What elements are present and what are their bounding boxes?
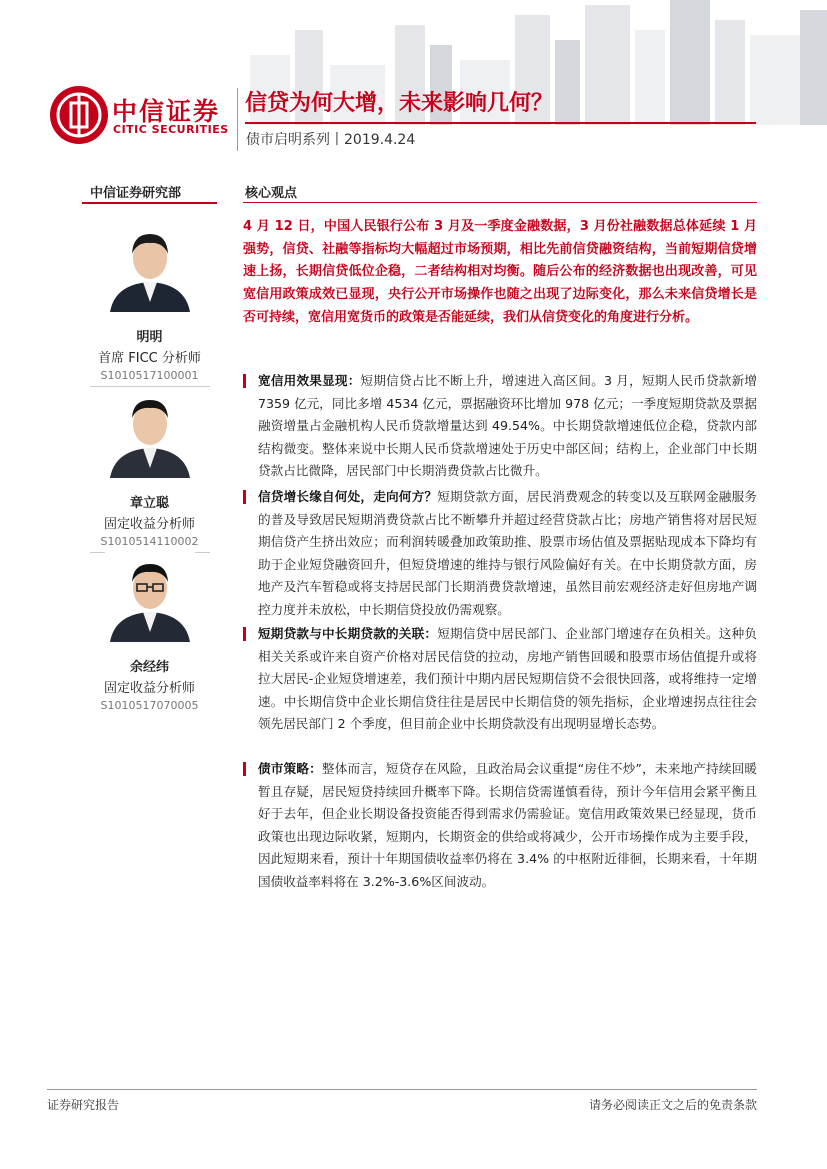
avatar — [105, 388, 195, 478]
bullet-point — [243, 370, 757, 483]
bullet-point — [243, 486, 757, 622]
title-rule — [245, 122, 756, 124]
footer-disclaimer-note: 请务必阅读正文之后的免责条款 — [588, 1098, 757, 1112]
bullet-lead: 短期贷款与中长期贷款的关联： — [258, 626, 438, 641]
analyst-name: 章立聪 — [129, 496, 169, 511]
main-heading-rule — [243, 202, 757, 203]
analyst-name: 余经纬 — [129, 660, 169, 675]
brand-name-cn: 中信证券 — [112, 97, 221, 126]
bullet-text: 短期信贷中居民部门、企业部门增速存在负相关。这种负相关关系或许来自资产价格对居民信贷的拉动，房地产销售回暖和股票市场估值提升或将拉大居民-企业短贷增速差，我们预计中期内居民短期信贷不会很快回落，或将维持一定增速。中长期信贷中企业长期信贷往往是居民中长期信贷的领先指标，企业增速拐点往往会领先居民部门 2 个季度，但目前企业中长期贷款没有出现明显增长态势。 — [258, 626, 758, 732]
bullet-lead: 债市策略： — [258, 761, 322, 776]
bullet-text: 短期贷款方面，居民消费观念的转变以及互联网金融服务的普及导致居民短期消费贷款占比不断攀升并超过经营贷款占比；房地产销售将对居民短期信贷产生挤出效应；而利润转暖叠加政策助推、股票市场估值及票据贴现成本下降均有助于企业短贷融资回升，但短贷增速的维持与银行风险偏好有关。在中长期贷款方面，房地产及汽车暂稳或将支持居民部门长期消费贷款增速，虽然目前宏观经济走好但房地产调控力度并未放松，中长期信贷投放仍需观察。 — [258, 489, 758, 617]
analyst-title: 首席 FICC 分析师 — [98, 351, 201, 366]
bullet-point — [243, 623, 757, 736]
header-divider — [237, 88, 238, 151]
avatar — [105, 552, 195, 642]
avatar — [105, 222, 195, 312]
bullet-text: 短期信贷占比不断上升，增速进入高区间。3 月，短期人民币贷款新增 7359 亿元，同比多增 4534 亿元，票据融资环比增加 978 亿元；一季度短期贷款及票据融资增量占金融机构人民币贷款增量达到 49.54%。中长期贷款增速低位企稳，贷款内部结构微变。整体来说中长期人民币贷款增速处于历史中部区间；结构上，企业部门中长期贷款占比微降，居民部门中长期消费贷款占比微升。 — [258, 373, 757, 479]
bullet-marker — [243, 490, 246, 504]
research-dept-heading: 中信证券研究部 — [90, 186, 182, 201]
footer-report-type: 证券研究报告 — [47, 1098, 120, 1112]
footer-rule — [47, 1089, 757, 1090]
bullet-marker — [243, 374, 246, 388]
analyst-license-id: S1010517100001 — [100, 369, 199, 382]
bullet-lead: 宽信用效果显现： — [258, 373, 361, 388]
core-view-summary: 4 月 12 日，中国人民银行公布 3 月及一季度金融数据，3 月份社融数据总体延续 1 月强势，信贷、社融等指标均大幅超过市场预期，相比先前信贷融资结构，当前短期信贷增速上扬，长期信贷低位企稳，二者结构相对均衡。随后公布的经济数据也出现改善，可见宽信用政策成效已显现，央行公开市场操作也随之出现了边际变化，那么未来信贷增长是否可持续，宽信用宽货币的政策是否能延续，我们从信贷变化的角度进行分析。 — [243, 219, 757, 325]
bullet-lead: 信贷增长缘自何处，走向何方？ — [258, 489, 438, 504]
brand-name-en: CITIC SECURITIES — [113, 123, 229, 136]
analyst-license-id: S1010517070005 — [100, 699, 199, 712]
bullet-marker — [243, 762, 246, 776]
analyst-license-id: S1010514110002 — [100, 535, 199, 548]
bullet-point — [243, 758, 757, 894]
analyst-divider — [90, 386, 210, 387]
analyst-card — [82, 222, 217, 387]
analyst-title: 固定收益分析师 — [103, 681, 195, 696]
analyst-name: 明明 — [136, 330, 163, 345]
bullet-marker — [243, 627, 246, 641]
analyst-title: 固定收益分析师 — [103, 517, 195, 532]
core-view-heading: 核心观点 — [245, 186, 298, 201]
left-heading-rule — [82, 202, 217, 204]
analyst-card — [82, 552, 217, 712]
report-title: 信贷为何大增，未来影响几何？ — [245, 91, 554, 116]
citic-logo — [50, 86, 108, 144]
report-series-date: 债市启明系列丨2019.4.24 — [246, 132, 416, 148]
analyst-card — [82, 388, 217, 553]
bullet-text: 整体而言，短贷存在风险，且政治局会议重提“房住不炒”，未来地产持续回暖暂且存疑，居民短贷持续回升概率下降。长期信贷需谨慎看待，预计今年信用会紧平衡且好于去年，但企业长期设备投资能否得到需求仍需验证。宽信用政策效果已经显现，货币政策也出现边际收紧，短期内，长期资金的供给或将减少，公开市场操作成为主要手段，因此短期来看，预计十年期国债收益率仍将在 3.4% 的中枢附近徘徊，长期来看，十年期国债收益率料将在 3.2%-3.6%区间波动。 — [258, 761, 757, 889]
